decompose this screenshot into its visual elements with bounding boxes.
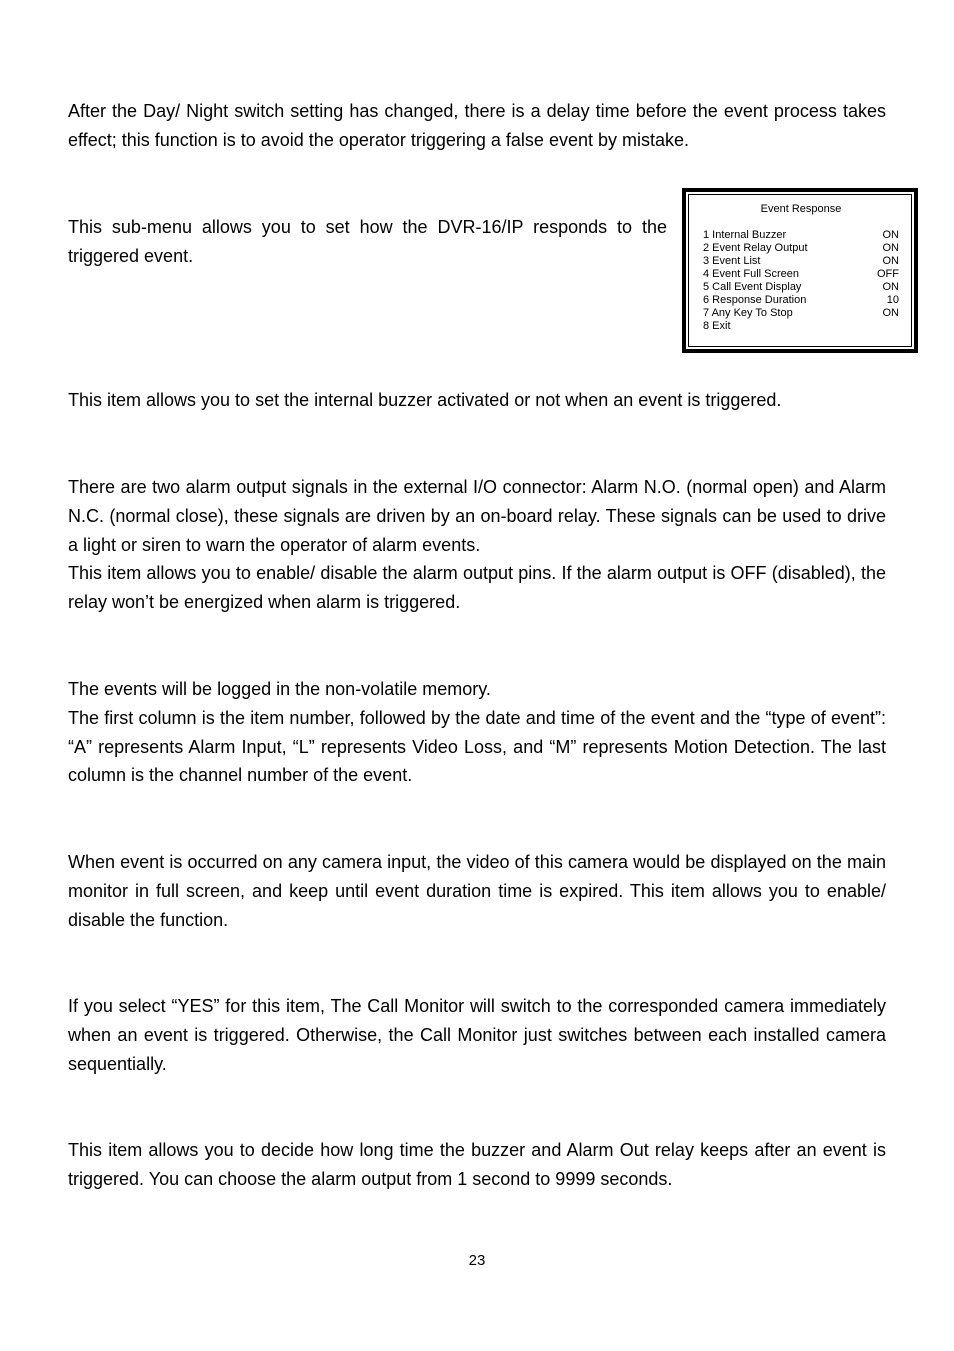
menu-title: Event Response bbox=[760, 203, 842, 215]
menu-item-response-duration bbox=[703, 294, 899, 307]
menu-item-event-relay-output bbox=[703, 242, 899, 255]
menu-item-label: 3 Event List bbox=[703, 255, 761, 267]
event-response-menu-inner bbox=[688, 194, 912, 347]
menu-item-any-key-to-stop bbox=[703, 307, 899, 320]
paragraph-response-duration bbox=[68, 1136, 886, 1194]
event-list-text-2: The first column is the item number, followed by the date and time of the event and the “type of event”: “A” represents Alarm Input, “L” represents Video Loss, and “M” represents Motion Detection. The last column is the channel number of the event. bbox=[68, 707, 886, 786]
menu-item-value: 10 bbox=[886, 294, 899, 306]
menu-item-label: 6 Response Duration bbox=[703, 294, 807, 306]
event-list-text-1: The events will be logged in the non-volatile memory. bbox=[68, 679, 491, 699]
menu-item-value: OFF bbox=[877, 268, 899, 280]
menu-item-value: ON bbox=[882, 307, 899, 319]
menu-item-event-list bbox=[703, 255, 899, 268]
event-response-menu bbox=[682, 188, 918, 353]
event-response-intro-text: This sub-menu allows you to set how the DVR-16/IP responds to the triggered event. bbox=[68, 217, 667, 266]
menu-item-label: 2 Event Relay Output bbox=[703, 242, 808, 254]
menu-item-label: 5 Call Event Display bbox=[703, 281, 802, 293]
paragraph-event-list bbox=[68, 675, 886, 790]
relay-output-text-2: This item allows you to enable/ disable the alarm output pins. If the alarm output is OFF (disabled), the relay won’t be energized when alarm is triggered. bbox=[68, 563, 886, 613]
page-number: 23 bbox=[468, 1252, 486, 1269]
paragraph-internal-buzzer bbox=[68, 386, 886, 415]
full-screen-text: When event is occurred on any camera input, the video of this camera would be displayed on the main monitor in full screen, and keep until event duration time is expired. This item allows you to enable/ disable the function. bbox=[68, 852, 886, 930]
menu-item-label: 7 Any Key To Stop bbox=[703, 307, 793, 319]
paragraph-event-response-intro bbox=[68, 213, 667, 271]
paragraph-call-event bbox=[68, 992, 886, 1078]
menu-item-label: 1 Internal Buzzer bbox=[703, 229, 787, 241]
menu-item-value: ON bbox=[882, 229, 899, 241]
menu-item-call-event-display bbox=[703, 281, 899, 294]
paragraph-relay-output bbox=[68, 473, 886, 617]
menu-item-exit bbox=[703, 320, 899, 333]
menu-item-event-full-screen bbox=[703, 268, 899, 281]
menu-item-label: 4 Event Full Screen bbox=[703, 268, 799, 280]
response-duration-text: This item allows you to decide how long time the buzzer and Alarm Out relay keeps after an event is triggered. You can choose the alarm output from 1 second to 9999 seconds. bbox=[68, 1140, 886, 1189]
day-night-delay-text: After the Day/ Night switch setting has changed, there is a delay time before the event process takes effect; this function is to avoid the operator triggering a false event by mistake. bbox=[68, 101, 886, 150]
menu-item-value: ON bbox=[882, 255, 899, 267]
menu-item-label: 8 Exit bbox=[703, 320, 731, 332]
call-event-text: If you select “YES” for this item, The Call Monitor will switch to the corresponded camera immediately when an event is triggered. Otherwise, the Call Monitor just switches between each installed camera sequentially. bbox=[68, 996, 886, 1074]
paragraph-day-night-delay bbox=[68, 97, 886, 155]
menu-item-value: ON bbox=[882, 281, 899, 293]
relay-output-text-1: There are two alarm output signals in the external I/O connector: Alarm N.O. (normal open) and Alarm N.C. (normal close), these signals are driven by an on-board relay. These signals can be used to drive a light or siren to warn the operator of alarm events. bbox=[68, 477, 886, 555]
paragraph-full-screen bbox=[68, 848, 886, 934]
menu-item-internal-buzzer bbox=[703, 229, 899, 242]
menu-item-value: ON bbox=[882, 242, 899, 254]
internal-buzzer-text: This item allows you to set the internal buzzer activated or not when an event is triggered. bbox=[68, 390, 782, 410]
